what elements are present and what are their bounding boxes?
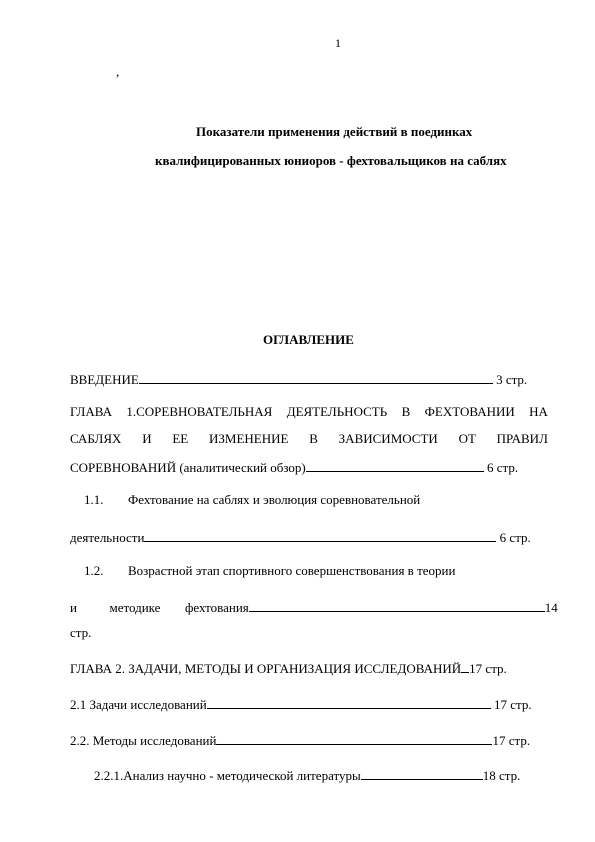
toc-section-2-1 bbox=[70, 695, 548, 713]
word: ИЗМЕНЕНИЕ bbox=[209, 431, 289, 446]
toc-entry-page: 17 стр. bbox=[492, 733, 531, 748]
toc-entry-page: 6 стр. bbox=[487, 460, 519, 475]
word: 1.СОРЕВНОВАТЕЛЬНАЯ bbox=[126, 404, 273, 419]
leader-line bbox=[461, 659, 469, 673]
word: методике bbox=[109, 600, 161, 615]
toc-section-1-2-page-unit bbox=[70, 625, 548, 641]
toc-entry-intro bbox=[70, 370, 548, 388]
leader-line bbox=[249, 598, 545, 612]
section-title: Возрастной этап спортивного совершенствования в теории bbox=[128, 563, 456, 578]
leader-line bbox=[139, 370, 493, 384]
toc-entry-page: 17 стр. bbox=[493, 697, 532, 712]
word: ФЕХТОВАНИИ bbox=[424, 404, 515, 419]
toc-section-2-2-1 bbox=[94, 766, 520, 784]
leader-line bbox=[361, 766, 483, 780]
word: В bbox=[401, 404, 411, 419]
word: И bbox=[142, 431, 152, 446]
word: САБЛЯХ bbox=[70, 431, 122, 446]
stray-mark: , bbox=[116, 64, 120, 79]
document-title-line-1: Показатели применения действий в поединках bbox=[196, 124, 473, 139]
toc-entry-label: ВВЕДЕНИЕ bbox=[70, 372, 139, 387]
word: НА bbox=[529, 404, 548, 419]
toc-chapter-2 bbox=[70, 659, 548, 677]
toc-entry-page: 3 стр. bbox=[496, 372, 528, 387]
toc-chapter-1-line-2 bbox=[70, 431, 548, 447]
page-number: 1 bbox=[335, 36, 341, 50]
leader-line bbox=[216, 731, 492, 745]
toc-entry-page: 14 bbox=[544, 600, 558, 615]
leader-line bbox=[306, 458, 484, 472]
toc-section-1-2 bbox=[84, 563, 455, 579]
word: ПРАВИЛ bbox=[496, 431, 548, 446]
toc-entry-label: 2.2.1.Анализ научно - методической литературы bbox=[94, 768, 361, 783]
toc-heading: ОГЛАВЛЕНИЕ bbox=[263, 332, 354, 347]
word: ГЛАВА bbox=[70, 404, 112, 419]
toc-entry-label: 2.2. Методы исследований bbox=[70, 733, 217, 748]
toc-entry-page: 6 стр. bbox=[499, 530, 531, 545]
toc-entry-label: СОРЕВНОВАНИЙ (аналитический обзор) bbox=[70, 460, 306, 475]
toc-entry-page: 18 стр. bbox=[482, 768, 521, 783]
document-title-line-2: квалифицированных юниоров - фехтовальщиков на саблях bbox=[155, 153, 507, 168]
word: ДЕЯТЕЛЬНОСТЬ bbox=[286, 404, 388, 419]
toc-entry-page: 17 стр. bbox=[469, 661, 507, 676]
word: ОТ bbox=[458, 431, 476, 446]
word: ЕЕ bbox=[172, 431, 189, 446]
leader-line bbox=[144, 528, 496, 542]
toc-section-1-1-cont bbox=[70, 528, 548, 546]
leader-line bbox=[207, 695, 491, 709]
toc-entry-label: деятельности bbox=[70, 530, 145, 545]
section-number: 1.1. bbox=[84, 492, 104, 507]
section-title: Фехтование на саблях и эволюция соревновательной bbox=[128, 492, 421, 507]
toc-section-2-2 bbox=[70, 731, 548, 749]
toc-chapter-1-line-3 bbox=[70, 458, 548, 476]
word: и bbox=[70, 600, 77, 615]
toc-section-1-1 bbox=[84, 492, 420, 508]
word: ЗАВИСИМОСТИ bbox=[338, 431, 438, 446]
toc-entry-label: 2.1 Задачи исследований bbox=[70, 697, 207, 712]
section-number: 1.2. bbox=[84, 563, 104, 578]
toc-section-1-2-cont bbox=[70, 598, 558, 616]
page-unit: стр. bbox=[70, 625, 92, 640]
word: фехтования bbox=[184, 600, 249, 615]
word: В bbox=[309, 431, 318, 446]
toc-entry-label: ГЛАВА 2. ЗАДАЧИ, МЕТОДЫ И ОРГАНИЗАЦИЯ ИССЛЕДОВАНИЙ bbox=[70, 661, 462, 676]
toc-chapter-1-line-1 bbox=[70, 404, 548, 420]
